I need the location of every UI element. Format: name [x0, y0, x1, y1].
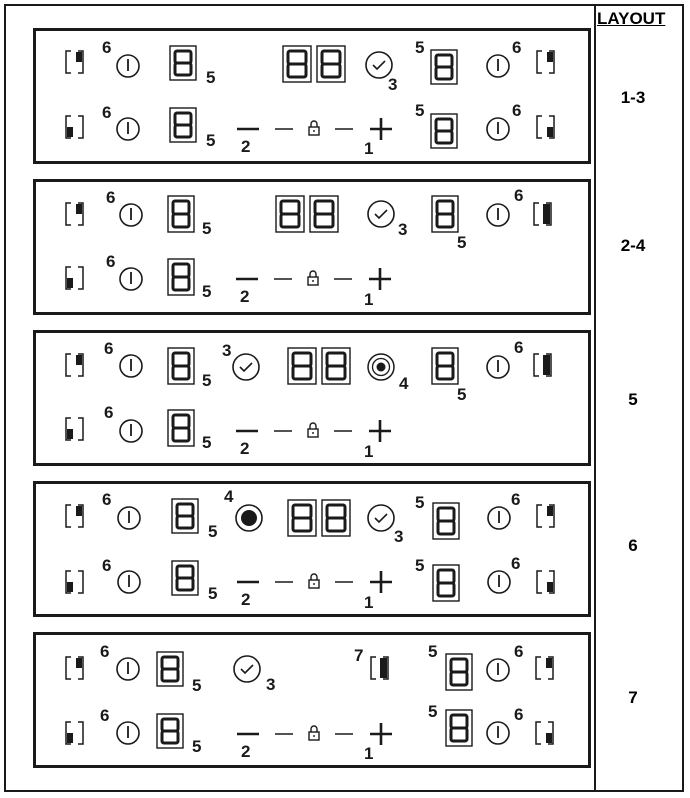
plus-icon [370, 571, 392, 593]
seven-segment-digit [433, 503, 459, 539]
timer-display-digit [288, 500, 316, 536]
timer-callout: 3 [398, 220, 408, 239]
timer-callout: 3 [266, 675, 276, 694]
digit-callout: 5 [457, 385, 467, 404]
cooking-zone-icon [66, 354, 83, 376]
power-icon [117, 55, 139, 77]
power-icon [487, 204, 509, 226]
seven-segment-digit [157, 714, 183, 748]
power-icon [120, 268, 142, 290]
cooking-zone-icon [66, 418, 83, 440]
minus-callout: 2 [240, 439, 250, 458]
digit-callout: 5 [415, 101, 425, 120]
power-icon [120, 204, 142, 226]
digit-callout: 5 [428, 702, 438, 721]
seven-segment-digit [168, 259, 194, 295]
seven-segment-digit [172, 561, 198, 595]
power-callout: 6 [104, 403, 114, 422]
minus-callout: 2 [241, 590, 251, 609]
power-callout: 6 [100, 642, 110, 661]
seven-segment-digit [168, 196, 194, 232]
timer-display-digit [310, 196, 338, 232]
power-callout: 6 [512, 101, 522, 120]
digit-callout: 5 [192, 737, 202, 756]
power-icon [118, 507, 140, 529]
digit-callout: 5 [202, 219, 212, 238]
seven-segment-digit [431, 114, 457, 148]
timer-callout: 3 [388, 75, 398, 94]
plus-icon [370, 118, 392, 140]
layout-label-2-4: 2-4 [620, 236, 646, 255]
cooking-zone-icon [537, 505, 554, 527]
power-callout: 6 [514, 642, 524, 661]
cooking-zone-icon [66, 116, 83, 138]
power-callout: 6 [512, 38, 522, 57]
power-icon [487, 722, 509, 744]
special-callout: 4 [399, 374, 409, 393]
digit-callout: 5 [202, 282, 212, 301]
power-callout: 6 [514, 338, 524, 357]
timer-icon [368, 505, 394, 531]
timer-display-digit [322, 500, 350, 536]
lock-icon [309, 574, 319, 588]
cooking-zone-icon [534, 203, 551, 225]
plus-callout: 1 [364, 593, 374, 612]
plus-callout: 1 [364, 139, 374, 158]
timer-callout: 3 [394, 527, 404, 546]
digit-callout: 5 [202, 433, 212, 452]
digit-callout: 5 [192, 676, 202, 695]
seven-segment-digit [170, 108, 196, 142]
power-callout: 6 [102, 556, 112, 575]
power-callout: 6 [106, 188, 116, 207]
power-icon [117, 658, 139, 680]
cooking-zone-icon [66, 657, 83, 679]
cooking-zone-icon [537, 51, 554, 73]
cooking-zone-icon [371, 657, 388, 679]
seven-segment-digit [157, 652, 183, 686]
power-icon [487, 356, 509, 378]
power-callout: 6 [106, 252, 116, 271]
power-icon [487, 659, 509, 681]
digit-callout: 5 [428, 642, 438, 661]
cooking-zone-icon [66, 267, 83, 289]
power-callout: 6 [104, 339, 114, 358]
minus-callout: 2 [240, 287, 250, 306]
power-icon [488, 507, 510, 529]
seven-segment-digit [433, 565, 459, 601]
plus-callout: 1 [364, 290, 374, 309]
timer-callout: 3 [222, 341, 232, 360]
cooking-zone-icon [66, 571, 83, 593]
timer-icon [233, 354, 259, 380]
timer-icon [234, 656, 260, 682]
power-icon [120, 420, 142, 442]
timer-icon [368, 201, 394, 227]
special-zone-icon [236, 505, 262, 531]
seven-segment-digit [168, 410, 194, 446]
layout-label-7: 7 [628, 688, 638, 707]
digit-callout: 5 [202, 371, 212, 390]
lock-icon [308, 271, 318, 285]
lock-icon [308, 423, 318, 437]
plus-icon [369, 420, 391, 442]
digit-callout: 5 [206, 131, 216, 150]
cooking-zone-icon [66, 722, 83, 744]
cooking-zone-icon [534, 354, 551, 376]
power-icon [120, 355, 142, 377]
power-callout: 6 [514, 186, 524, 205]
power-callout: 6 [102, 103, 112, 122]
zone-callout: 7 [354, 646, 364, 665]
digit-callout: 5 [415, 556, 425, 575]
digit-callout: 5 [457, 233, 467, 252]
digit-callout: 5 [415, 493, 425, 512]
minus-callout: 2 [241, 742, 251, 761]
seven-segment-digit [446, 654, 472, 690]
timer-display-digit [283, 46, 311, 82]
cooking-zone-icon [536, 657, 553, 679]
power-callout: 6 [102, 38, 112, 57]
cooking-zone-icon [66, 505, 83, 527]
power-callout: 6 [100, 706, 110, 725]
layout-column-header: LAYOUT [597, 9, 666, 28]
cooking-zone-icon [536, 722, 553, 744]
layout-label-5: 5 [628, 390, 638, 409]
seven-segment-digit [432, 348, 458, 384]
cooking-zone-icon [537, 571, 554, 593]
power-icon [488, 571, 510, 593]
power-icon [117, 722, 139, 744]
power-callout: 6 [511, 490, 521, 509]
cooking-zone-icon [66, 51, 83, 73]
timer-display-digit [288, 348, 316, 384]
timer-display-digit [317, 46, 345, 82]
layout-label-6: 6 [628, 536, 638, 555]
timer-display-digit [322, 348, 350, 384]
layout-label-1-3: 1-3 [620, 88, 646, 107]
digit-callout: 5 [415, 38, 425, 57]
seven-segment-digit [168, 348, 194, 384]
digit-callout: 5 [208, 584, 218, 603]
seven-segment-digit [172, 499, 198, 533]
power-icon [487, 118, 509, 140]
digit-callout: 5 [206, 68, 216, 87]
digit-callout: 5 [208, 522, 218, 541]
plus-callout: 1 [364, 442, 374, 461]
cooking-zone-icon [66, 203, 83, 225]
special-zone-icon [368, 354, 394, 380]
lock-icon [309, 726, 319, 740]
cooking-zone-icon [537, 116, 554, 138]
seven-segment-digit [432, 196, 458, 232]
plus-icon [369, 268, 391, 290]
minus-callout: 2 [241, 137, 251, 156]
power-callout: 6 [511, 554, 521, 573]
power-icon [118, 571, 140, 593]
power-icon [117, 118, 139, 140]
seven-segment-digit [446, 710, 472, 746]
special-callout: 4 [224, 487, 234, 506]
seven-segment-digit [170, 46, 196, 80]
lock-icon [309, 121, 319, 135]
plus-callout: 1 [364, 744, 374, 763]
seven-segment-digit [431, 50, 457, 84]
power-callout: 6 [102, 490, 112, 509]
power-callout: 6 [514, 705, 524, 724]
power-icon [487, 55, 509, 77]
plus-icon [370, 723, 392, 745]
timer-display-digit [276, 196, 304, 232]
